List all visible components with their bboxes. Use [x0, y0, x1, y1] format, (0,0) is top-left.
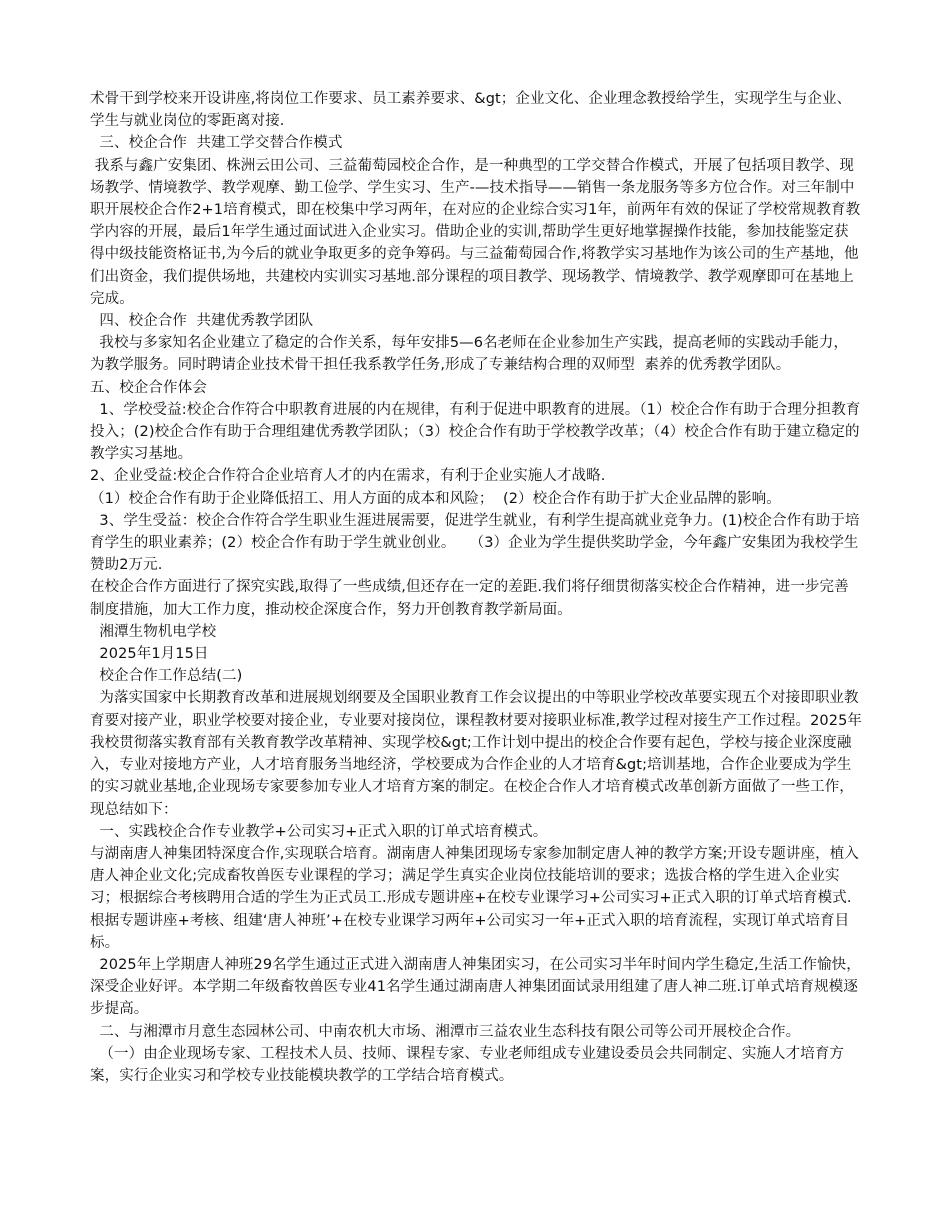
section-heading: 五、校企合作体会	[90, 379, 207, 396]
section-heading: 一、实践校企合作专业教学+公司实习+正式入职的订单式培育模式。	[90, 823, 548, 840]
school-name: 湘潭生物机电学校	[90, 623, 217, 640]
section-heading: 四、校企合作 共建优秀教学团队	[90, 313, 314, 330]
paragraph: 3、学生受益：校企合作符合学生职业生涯进展需要，促进学生就业，有利学生提高就业竞争力。(1)校企合作有助于培育学生的职业素养；(2）校企合作有助于学生就业创业。 （3）企业为学生提供奖助学金，今年鑫广安集团为我校学生赞助2万元.	[90, 512, 860, 574]
section-heading: 三、校企合作 共建工学交替合作模式	[90, 135, 343, 152]
paragraph: 与湖南唐人神集团特深度合作,实现联合培育。湖南唐人神集团现场专家参加制定唐人神的教学方案;开设专题讲座，植入唐人神企业文化;完成畜牧兽医专业课程的学习；满足学生真实企业岗位技能培训的要求；选拔合格的学生进入企业实习；根据综合考核聘用合适的学生为正式员工.形成专题讲座+在校专业课学习+公司实习+正式入职的订单式培育模式.根据专题讲座+考核、组建‘唐人神班’+在校专业课学习两年+公司实习一年+正式入职的培育流程，实现订单式培育目标。	[90, 845, 859, 951]
paragraph: 为落实国家中长期教育改革和进展规划纲要及全国职业教育工作会议提出的中等职业学校改革要实现五个对接即职业教育要对接产业，职业学校要对接企业，专业要对接岗位，课程教材要对接职业标准,教学过程对接生产工作过程。2025年我校贯彻落实教育部有关教育教学改革精神、实现学校&gt;工作计划中提出的校企合作要有起色，学校与接企业深度融入，专业对接地方产业，人才培育服务当地经济，学校要成为合作企业的人才培育&gt;培训基地，合作企业要成为学生的实习就业基地,企业现场专家要参加专业人才培育方案的制定。在校企合作人才培育模式改革创新方面做了一些工作，现总结如下：	[90, 690, 863, 818]
paragraph: 1、学校受益:校企合作符合中职教育进展的内在规律，有利于促进中职教育的进展。（1）校企合作有助于合理分担教育投入；(2)校企合作有助于合理组建优秀教学团队；（3）校企合作有助于学校教学改革；（4）校企合作有助于建立稳定的教学实习基地。	[90, 401, 861, 463]
document-subtitle: 校企合作工作总结(二)	[90, 668, 243, 685]
paragraph: 我系与鑫广安集团、株洲云田公司、三益葡萄园校企合作，是一种典型的工学交替合作模式，开展了包括项目教学、现场教学、情境教学、教学观摩、勤工俭学、学生实习、生产-—技术指导——销售一条龙服务等多方位合作。对三年制中职开展校企合作2+1培育模式，即在校集中学习两年，在对应的企业综合实习1年，前两年有效的保证了学校常规教育教学内容的开展，最后1年学生通过面试进入企业实习。借助企业的实训,帮助学生更好地掌握操作技能，参加技能鉴定获得中级技能资格证书,为今后的就业争取更多的竞争筹码。与三益葡萄园合作,将教学实习基地作为该公司的生产基地，他们出资金，我们提供场地，共建校内实训实习基地.部分课程的项目教学、现场教学、情境教学、教学观摩即可在基地上完成。	[90, 157, 861, 307]
paragraph: 2025年上学期唐人神班29名学生通过正式进入湖南唐人神集团实习，在公司实习半年时间内学生稳定,生活工作愉快，深受企业好评。本学期二年级畜牧兽医专业41名学生通过湖南唐人神集团面试录用组建了唐人神二班.订单式培育规模逐步提高。	[90, 956, 861, 1018]
document-date: 2025年1月15日	[90, 646, 209, 663]
paragraph: （1）校企合作有助于企业降低招工、用人方面的成本和风险； (2）校企合作有助于扩大企业品牌的影响。	[90, 490, 781, 507]
paragraph: （一）由企业现场专家、工程技术人员、技师、课程专家、专业老师组成专业建设委员会共同制定、实施人才培育方案，实行企业实习和学校专业技能模块教学的工学结合培育模式。	[90, 1045, 845, 1084]
paragraph: 术骨干到学校来开设讲座,将岗位工作要求、员工素养要求、&gt；企业文化、企业理念教授给学生，实现学生与企业、学生与就业岗位的零距离对接.	[90, 91, 852, 130]
paragraph: 2、企业受益:校企合作符合企业培育人才的内在需求，有利于企业实施人才战略.	[90, 468, 606, 485]
paragraph: 我校与多家知名企业建立了稳定的合作关系，每年安排5—6名老师在企业参加生产实践，提高老师的实践动手能力，为教学服务。同时聘请企业技术骨干担任我系教学任务,形成了专兼结构合理的双师型 素养的优秀教学团队。	[90, 335, 849, 374]
paragraph: 在校企合作方面进行了探究实践,取得了一些成绩,但还存在一定的差距.我们将仔细贯彻落实校企合作精神，进一步完善制度措施，加大工作力度，推动校企深度合作，努力开创教育教学新局面。	[90, 579, 849, 618]
section-heading: 二、与湘潭市月意生态园林公司、中南农机大市场、湘潭市三益农业生态科技有限公司等公司开展校企合作。	[90, 1023, 801, 1040]
